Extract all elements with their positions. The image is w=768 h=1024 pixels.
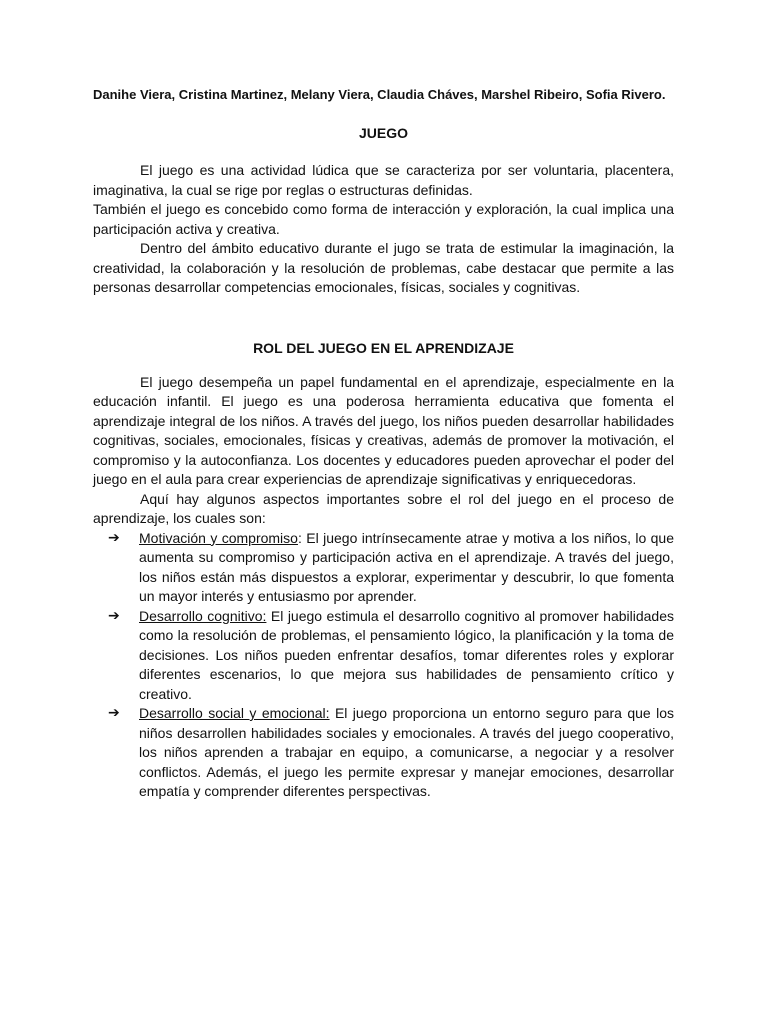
bullet-separator: : xyxy=(297,529,307,546)
list-item-social-emocional xyxy=(93,704,674,802)
right-arrow-icon: ➔ xyxy=(108,529,120,546)
paragraph: El juego es una actividad lúdica que se caracteriza por ser voluntaria, placentera, imaginativa, la cual se rige por reglas o estructuras definidas. xyxy=(93,162,674,198)
bullet-text: El juego intrínsecamente atrae y motiva a los niños, lo que aumenta su compromiso y participación activa en el aprendizaje. A través del juego, los niños están más dispuestos a explorar, experimentar y descubrir, lo que fomenta un mayor interés y entusiasmo por aprender. xyxy=(139,529,675,604)
right-arrow-icon: ➔ xyxy=(108,705,120,721)
section-title-juego: JUEGO xyxy=(358,125,408,141)
section-rol-body xyxy=(93,373,674,802)
list-item-cognitivo xyxy=(93,607,674,705)
document-page xyxy=(93,86,674,802)
bullet-text: El juego estimula el desarrollo cognitivo al promover habilidades como la resolución de problemas, el pensamiento lógico, la planificación y la toma de decisiones. Los niños pueden enfrentar desafíos, tomar diferentes roles y explorar diferentes escenarios, lo que mejora sus habilidades de pensamiento crítico y creativo. xyxy=(139,607,674,702)
aspects-list xyxy=(93,529,674,802)
authors-line: Danihe Viera, Cristina Martinez, Melany Viera, Claudia Cháves, Marshel Ribeiro, Sofia Rivero. xyxy=(93,87,666,102)
list-item-motivacion xyxy=(93,529,674,607)
paragraph: Dentro del ámbito educativo durante el jugo se trata de estimular la imaginación, la creatividad, la colaboración y la resolución de problemas, cabe destacar que permite a las personas desarrollar competencias emocionales, físicas, sociales y cognitivas. xyxy=(93,240,674,295)
bullet-term: Motivación y compromiso xyxy=(139,529,298,546)
section-juego-body xyxy=(93,161,674,298)
bullet-term: Desarrollo cognitivo: xyxy=(139,607,267,624)
section-title-rol: ROL DEL JUEGO EN EL APRENDIZAJE xyxy=(253,339,514,356)
paragraph: El juego desempeña un papel fundamental en el aprendizaje, especialmente en la educación infantil. El juego es una poderosa herramienta educativa que fomenta el aprendizaje integral de los niños. A través del juego, los niños pueden desarrollar habilidades cognitivas, sociales, emocionales, físicas y creativas, además de promover la motivación, el compromiso y la autoconfianza. Los docentes y educadores pueden aprovechar el poder del juego en el aula para crear experiencias de aprendizaje significativas y enriquecedoras. xyxy=(93,373,674,487)
paragraph: Aquí hay algunos aspectos importantes sobre el rol del juego en el proceso de aprendizaje, los cuales son: xyxy=(93,490,674,526)
bullet-term: Desarrollo social y emocional: xyxy=(139,705,330,721)
bullet-text: El juego proporciona un entorno seguro para que los niños desarrollen habilidades sociales y emocionales. A través del juego cooperativo, los niños aprenden a trabajar en equipo, a comunicarse, a negociar y a resolver conflictos. Además, el juego les permite expresar y manejar emociones, desarrollar empatía y comprender diferentes perspectivas. xyxy=(139,705,675,799)
paragraph: También el juego es concebido como forma de interacción y exploración, la cual implica una participación activa y creativa. xyxy=(93,201,674,237)
right-arrow-icon: ➔ xyxy=(108,607,120,624)
